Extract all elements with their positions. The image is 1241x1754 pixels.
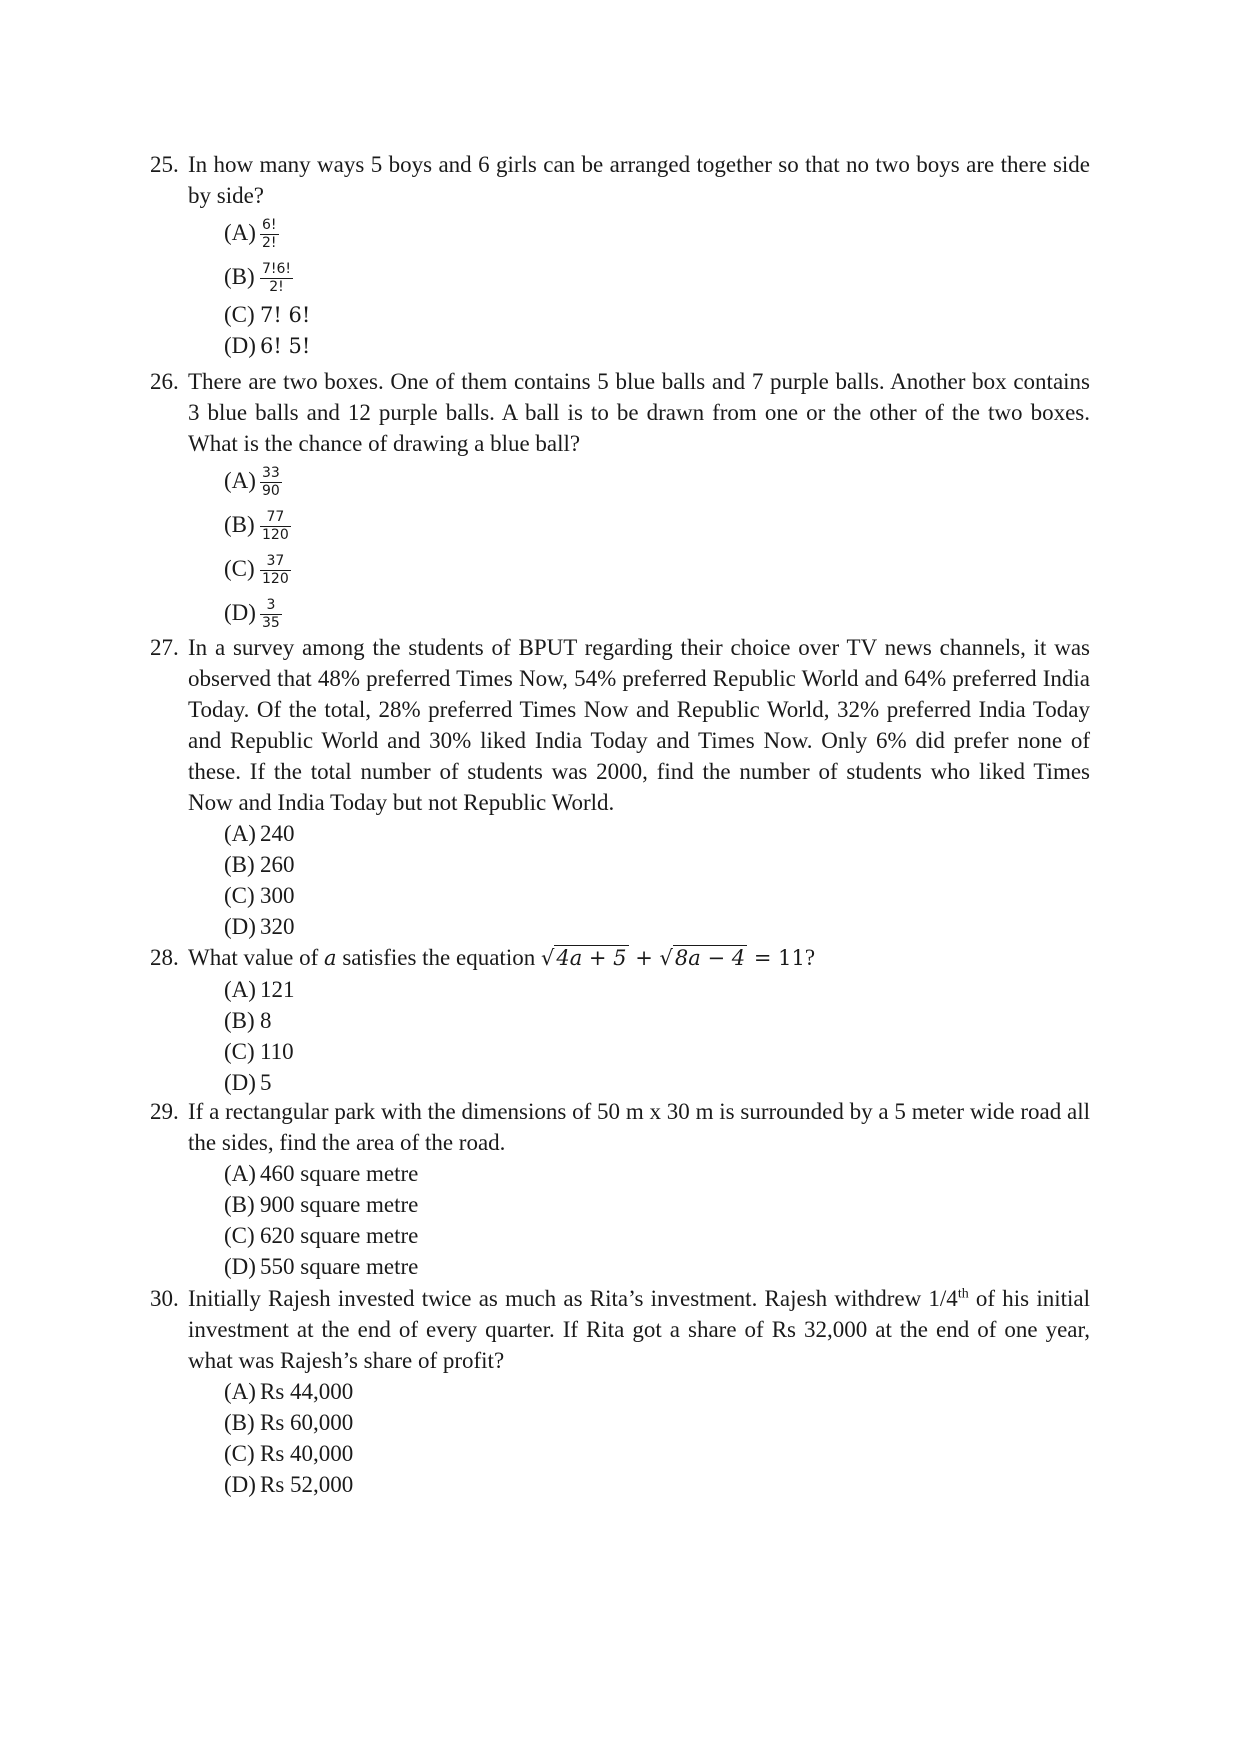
fraction [260,553,291,588]
question-text [150,366,1090,459]
options-list [224,459,1090,635]
question-number: 26. [150,369,179,394]
fraction-denominator: 35 [262,615,280,632]
fraction-denominator: 2! [269,279,284,296]
fraction-numerator: 3 [260,597,282,615]
question-body-before: Initially Rajesh invested twice as much as Rita’s investment. Rajesh withdrew 1/4 [188,1286,958,1311]
option-label: (C) [224,1223,255,1248]
fraction [260,509,291,544]
question-body: If a rectangular park with the dimensions of 50 m x 30 m is surrounded by a 5 meter wide road all the sides, find the area of the road. [188,1099,1090,1155]
fraction-numerator: 6! [262,217,277,234]
question-text [150,632,1090,818]
option-a [224,818,1090,849]
options-list [224,1158,1090,1282]
option-value: 240 [260,821,295,846]
plus-sign: + [635,946,653,970]
question-number: 28. [150,945,179,970]
option-value: 6! 5! [260,334,311,358]
option-label: (C) [224,883,255,908]
question-number: 29. [150,1099,179,1124]
option-label: (B) [224,1192,255,1217]
option-d [224,591,1090,635]
question-body-after: ? [804,945,816,970]
option-value: 300 [260,883,295,908]
option-label: (A) [224,977,256,1002]
option-b [224,1407,1090,1438]
option-value: 5 [260,1070,272,1095]
equation: √4a + 5 + √8a − 4 = 11 [540,946,805,970]
fraction [260,217,279,252]
fraction-denominator: 120 [262,571,289,588]
option-d [224,911,1090,942]
fraction-numerator: 33 [262,465,280,482]
option-value: Rs 60,000 [260,1410,354,1435]
option-label: (A) [224,468,256,493]
option-label: (A) [224,821,256,846]
option-label: (B) [224,264,255,289]
question-28 [150,942,1090,1098]
option-d [224,1251,1090,1282]
option-value: 550 square metre [260,1254,419,1279]
option-value: 8 [260,1008,272,1033]
question-26 [150,366,1090,635]
question-body: In a survey among the students of BPUT regarding their choice over TV news channels, it was observed that 48% preferred Times Now, 54% preferred Republic World and 64% preferred India Today. Of the total, 28% preferred Times Now and Republic World, 32% preferred India Today and Republic World and 30% liked India Today and Times Now. Only 6% did prefer none of these. If the total number of students was 2000, find the number of students who liked Times Now and India Today but not Republic World. [188,635,1090,815]
option-d [224,1469,1090,1500]
option-d [224,330,1090,361]
question-text [150,1096,1090,1158]
radicand-1: 4a + 5 [556,946,627,970]
fraction-denominator: 90 [262,483,280,500]
question-body: There are two boxes. One of them contains 5 blue balls and 7 purple balls. Another box contains 3 blue balls and 12 purple balls. A ball is to be drawn from one or the other of the two boxes. What is the chance of drawing a blue ball? [188,369,1090,456]
question-text [150,1283,1090,1376]
option-b [224,1005,1090,1036]
option-label: (C) [224,1441,255,1466]
option-b [224,255,1090,299]
option-value: Rs 40,000 [260,1441,354,1466]
option-label: (D) [224,600,256,625]
option-a [224,1376,1090,1407]
option-c [224,1438,1090,1469]
option-label: (D) [224,1472,256,1497]
option-b [224,849,1090,880]
question-text [150,942,1090,974]
fraction [260,597,282,632]
option-b [224,503,1090,547]
fraction-denominator: 2! [262,235,277,252]
option-value: 620 square metre [260,1223,419,1248]
question-25 [150,149,1090,361]
question-body-after: of his initial investment at the end of every quarter. If Rita got a share of Rs 32,000 at the end of one year, what was Rajesh’s share of profit? [188,1286,1091,1373]
question-30 [150,1283,1090,1500]
fraction-denominator: 120 [262,527,289,544]
option-label: (B) [224,1410,255,1435]
question-27 [150,632,1090,942]
question-29 [150,1096,1090,1282]
option-value: 320 [260,914,295,939]
option-label: (D) [224,914,256,939]
option-label: (B) [224,512,255,537]
options-list [224,1376,1090,1500]
options-list [224,818,1090,942]
question-number: 27. [150,635,179,660]
option-c [224,299,1090,330]
equals-value: = 11 [753,946,805,970]
option-label: (B) [224,1008,255,1033]
question-number: 30. [150,1286,179,1311]
option-a [224,1158,1090,1189]
option-label: (A) [224,1161,256,1186]
option-label: (D) [224,333,256,358]
option-value: 121 [260,977,295,1002]
option-a [224,459,1090,503]
fraction [260,465,282,500]
question-body: In how many ways 5 boys and 6 girls can be arranged together so that no two boys are there side by side? [188,152,1090,208]
option-label: (A) [224,220,256,245]
options-list [224,211,1090,361]
option-label: (D) [224,1070,256,1095]
option-c [224,1220,1090,1251]
option-value: Rs 44,000 [260,1379,354,1404]
option-c [224,880,1090,911]
option-value: 7! 6! [260,303,311,327]
question-body-mid: satisfies the equation [342,945,536,970]
option-d [224,1067,1090,1098]
option-label: (C) [224,1039,255,1064]
question-body-before: What value of [188,945,319,970]
option-label: (C) [224,302,255,327]
question-number: 25. [150,152,179,177]
option-b [224,1189,1090,1220]
option-value: 110 [260,1039,294,1064]
option-label: (B) [224,852,255,877]
option-value: 900 square metre [260,1192,419,1217]
option-label: (C) [224,556,255,581]
question-text [150,149,1090,211]
option-c [224,1036,1090,1067]
option-a [224,211,1090,255]
option-label: (A) [224,1379,256,1404]
option-value: 260 [260,852,295,877]
option-value: 460 square metre [260,1161,419,1186]
option-label: (D) [224,1254,256,1279]
variable: a [324,946,337,970]
options-list [224,974,1090,1098]
fraction-numerator: 7!6! [262,261,292,278]
superscript: th [957,1286,969,1302]
fraction [260,261,293,296]
fraction-numerator: 77 [260,509,291,527]
radicand-2: 8a − 4 [674,946,746,970]
option-a [224,974,1090,1005]
option-c [224,547,1090,591]
fraction-numerator: 37 [260,553,291,571]
option-value: Rs 52,000 [260,1472,354,1497]
